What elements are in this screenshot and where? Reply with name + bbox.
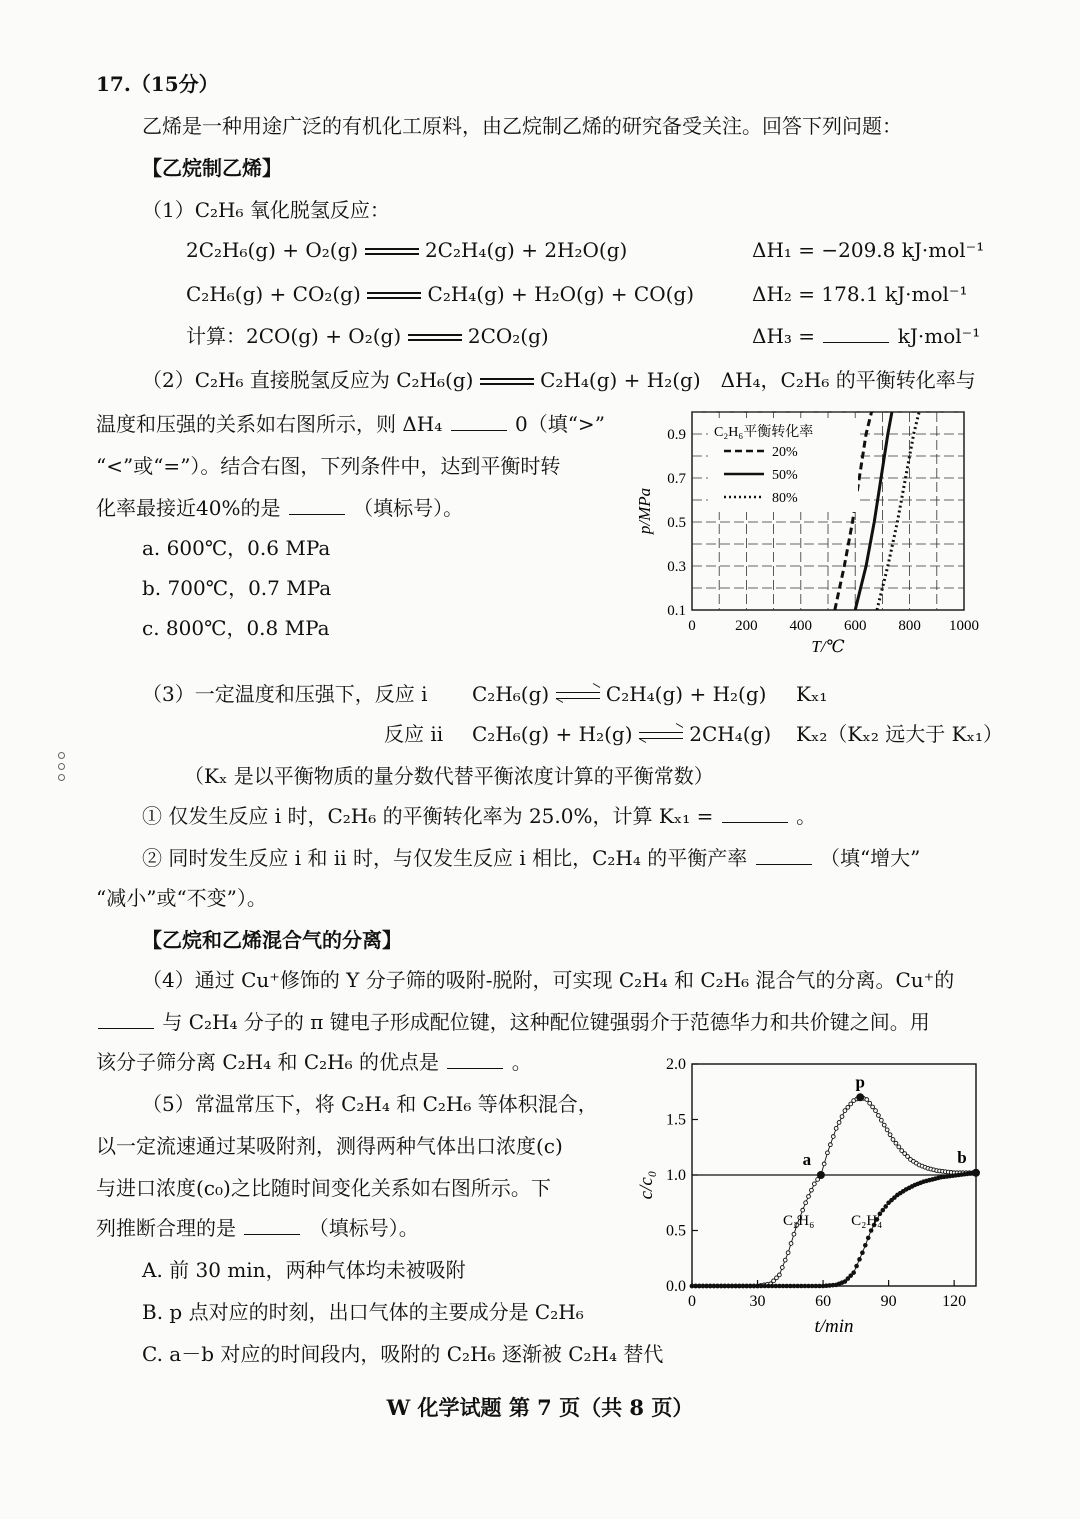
- data-point-c2h6: [871, 1105, 875, 1109]
- data-point-c2h6: [777, 1273, 781, 1277]
- data-point-c2h4: [863, 1243, 868, 1248]
- data-point-c2h6: [786, 1251, 790, 1255]
- data-point-c2h6: [792, 1232, 796, 1236]
- part3-q1-end: 。: [796, 804, 817, 828]
- series-line-0: [692, 1097, 976, 1286]
- part2-line2: [96, 410, 605, 438]
- y-tick-label: 0.1: [667, 603, 686, 619]
- part3-line1: [142, 680, 427, 708]
- page-footer: W 化学试题 第 7 页（共 8 页）: [386, 1395, 694, 1420]
- question-number: 17.（15分）: [96, 72, 219, 96]
- part1-label: （1）C₂H₆ 氧化脱氢反应：: [142, 198, 390, 222]
- annotation-label-b: b: [957, 1147, 967, 1167]
- equal-arrow-icon: [408, 333, 462, 343]
- dh3: [752, 322, 980, 350]
- legend-label: 20%: [772, 445, 798, 460]
- part4-line2-text: 与 C₂H₄ 分子的 π 键电子形成配位键，这种配位键强弱介于范德华力和共价键之间。用: [162, 1010, 930, 1034]
- y-tick-label: 0.5: [667, 515, 686, 531]
- y-axis-label: p/MPa: [635, 487, 654, 535]
- part3-q2-text: ② 同时发生反应 i 和 ii 时，与仅发生反应 i 相比，C₂H₄ 的平衡产率: [142, 846, 748, 870]
- y-tick-label: 0.9: [667, 427, 686, 443]
- equation-3: [186, 322, 549, 350]
- data-point-c2h6: [826, 1151, 830, 1155]
- y-axis-label: c/c₀: [636, 1170, 657, 1200]
- legend-label: 80%: [772, 491, 798, 506]
- equilibrium-arrow-icon: [639, 730, 683, 742]
- series-label-c2h6: C₂H₆: [783, 1212, 815, 1229]
- conversion-chart: [630, 400, 1000, 670]
- advantage-answer-blank[interactable]: [447, 1048, 503, 1069]
- breakthrough-chart: [630, 1048, 1000, 1348]
- part5-line4: [96, 1214, 419, 1242]
- data-point-c2h4: [866, 1236, 871, 1241]
- section1-title: 【乙烷制乙烯】: [142, 156, 282, 180]
- data-point-c2h6: [849, 1102, 853, 1106]
- data-point-c2h6: [897, 1145, 901, 1149]
- x-tick-label: 0: [688, 1293, 696, 1310]
- kx2: Kₓ₂（Kₓ₂ 远大于 Kₓ₁）: [796, 722, 1004, 746]
- annotation-point-b: [972, 1169, 980, 1177]
- annotation-label-a: a: [802, 1150, 812, 1169]
- part4-line3-text: 该分子筛分离 C₂H₄ 和 C₂H₆ 的优点是: [96, 1050, 439, 1074]
- data-point-c2h6: [840, 1115, 844, 1119]
- data-point-c2h4: [860, 1250, 865, 1255]
- reaction-ii: [472, 720, 771, 748]
- x-tick-label: 0: [688, 618, 696, 634]
- equation-3-right: 2CO₂(g): [467, 324, 549, 348]
- option-a: a. 600℃，0.6 MPa: [142, 536, 331, 560]
- data-point-c2h4: [851, 1270, 856, 1275]
- data-point-c2h6: [789, 1242, 793, 1246]
- equation-2-right: C₂H₄(g) + H₂O(g) + CO(g): [427, 282, 695, 306]
- dh4-sign-blank[interactable]: [451, 410, 507, 431]
- reaction-ii-left: C₂H₆(g) + H₂(g): [472, 722, 633, 746]
- equation-2: [186, 280, 694, 308]
- y-tick-label: 0.0: [666, 1278, 686, 1295]
- option-C: C. a－b 对应的时间段内，吸附的 C₂H₆ 逐渐被 C₂H₄ 替代: [142, 1342, 664, 1366]
- annotation-label-p: p: [855, 1072, 865, 1092]
- data-point-c2h6: [882, 1123, 886, 1127]
- part4-line3: [96, 1048, 532, 1076]
- data-point-c2h6: [801, 1208, 805, 1212]
- data-point-c2h6: [885, 1128, 889, 1132]
- data-point-c2h6: [891, 1138, 895, 1142]
- dh3-label: ΔH₃ =: [752, 324, 816, 348]
- reaction-i-right: C₂H₄(g) + H₂(g): [605, 682, 767, 706]
- data-point-c2h6: [828, 1143, 832, 1147]
- question-intro: 乙烯是一种用途广泛的有机化工原料，由乙烷制乙烯的研究备受关注。回答下列问题：: [142, 114, 902, 138]
- option-A: A. 前 30 min，两种气体均未被吸附: [142, 1258, 466, 1282]
- option-b: b. 700℃，0.7 MPa: [142, 576, 332, 600]
- annotation-point-p: [856, 1093, 864, 1101]
- data-point-c2h4: [854, 1264, 859, 1269]
- y-tick-label: 0.5: [666, 1222, 686, 1240]
- data-point-c2h6: [810, 1188, 814, 1192]
- part4-line1: （4）通过 Cu⁺修饰的 Y 分子筛的吸附-脱附，可实现 C₂H₄ 和 C₂H₆ 混合气的分离。Cu⁺的: [142, 968, 955, 992]
- legend-label: 50%: [772, 468, 798, 483]
- equilibrium-arrow-icon: [556, 690, 600, 702]
- reaction-ii-label: 反应 ii: [384, 722, 444, 746]
- data-point-c2h6: [894, 1141, 898, 1145]
- series-line-1: [692, 1173, 976, 1286]
- equal-arrow-icon: [480, 377, 534, 387]
- y-tick-label: 1.5: [666, 1111, 686, 1129]
- cu-orbital-blank[interactable]: [98, 1008, 154, 1029]
- data-point-c2h6: [812, 1182, 816, 1186]
- data-point-c2h6: [822, 1162, 826, 1166]
- dh1: ΔH₁ = −209.8 kJ·mol⁻¹: [752, 238, 985, 262]
- equal-arrow-icon: [367, 291, 421, 301]
- part2-line4a: 化率最接近40%的是: [96, 496, 281, 520]
- data-point-c2h6: [807, 1195, 811, 1199]
- part3-q2-cont: “减小”或“不变”）。: [96, 886, 267, 910]
- part3-q2: [142, 844, 920, 872]
- part2-line2b: 0（填“>”: [514, 412, 605, 436]
- annotation-point-a: [817, 1171, 825, 1179]
- series-line-50pct: [855, 412, 892, 610]
- data-point-c2h6: [831, 1135, 835, 1139]
- data-point-c2h6: [843, 1109, 847, 1113]
- data-point-c2h6: [783, 1258, 787, 1262]
- part4-line3-end: 。: [511, 1050, 532, 1074]
- x-tick-label: 200: [735, 618, 758, 634]
- dh3-answer-blank[interactable]: [823, 322, 889, 343]
- equation-1-right: 2C₂H₄(g) + 2H₂O(g): [424, 238, 628, 262]
- x-tick-label: 90: [880, 1293, 897, 1310]
- data-point-c2h6: [879, 1118, 883, 1122]
- part5-line4a: 列推断合理的是: [96, 1216, 236, 1240]
- dh2: ΔH₂ = 178.1 kJ·mol⁻¹: [752, 282, 968, 306]
- part2-line1b: C₂H₄(g) + H₂(g) ΔH₄，C₂H₆ 的平衡转化率与: [540, 368, 976, 392]
- y-tick-label: 1.0: [666, 1167, 686, 1184]
- series-line-80pct: [877, 412, 919, 610]
- x-tick-label: 800: [898, 618, 921, 634]
- option-B: B. p 点对应的时刻，出口气体的主要成分是 C₂H₆: [142, 1300, 584, 1324]
- data-point-c2h6: [865, 1098, 869, 1102]
- x-axis-label: t/min: [814, 1316, 854, 1337]
- equation-3-left: 计算：2CO(g) + O₂(g): [186, 324, 402, 348]
- part5-line4b: （填标号）。: [308, 1216, 419, 1240]
- x-tick-label: 1000: [949, 618, 979, 634]
- data-point-c2h6: [846, 1105, 850, 1109]
- part3-q1: [142, 802, 816, 830]
- x-tick-label: 60: [815, 1293, 832, 1310]
- part3-q2-hint: （填“增大”: [819, 846, 921, 870]
- x-tick-label: 30: [749, 1293, 766, 1310]
- data-point-c2h6: [874, 1109, 878, 1113]
- x-tick-label: 400: [789, 618, 813, 634]
- data-point-c2h6: [837, 1121, 841, 1125]
- equation-2-left: C₂H₆(g) + CO₂(g): [186, 282, 361, 306]
- reaction-ii-right: 2CH₄(g): [689, 722, 772, 746]
- data-point-c2h6: [780, 1266, 784, 1270]
- x-tick-label: 600: [843, 618, 867, 634]
- dh3-unit: kJ·mol⁻¹: [897, 324, 981, 348]
- kx-note: （Kₓ 是以平衡物质的量分数代替平衡浓度计算的平衡常数）: [184, 764, 714, 788]
- data-point-c2h4: [857, 1257, 862, 1262]
- part5-line1: （5）常温常压下，将 C₂H₄ 和 C₂H₆ 等体积混合，: [142, 1092, 598, 1116]
- y-tick-label: 2.0: [666, 1056, 686, 1073]
- part2-line4: [96, 494, 463, 522]
- equation-1: [186, 236, 627, 264]
- x-axis-label: T/℃: [811, 637, 845, 656]
- part4-line2: [96, 1008, 930, 1036]
- y-tick-label: 0.3: [667, 559, 686, 575]
- y-tick-label: 0.7: [667, 471, 686, 487]
- part3-line1-label: （3）一定温度和压强下，反应 i: [142, 682, 428, 706]
- part3-q1-text: ① 仅发生反应 i 时，C₂H₆ 的平衡转化率为 25.0%，计算 Kₓ₁ =: [142, 804, 714, 828]
- data-point-c2h6: [877, 1114, 881, 1118]
- data-point-c2h4: [880, 1208, 885, 1213]
- kx1: Kₓ₁: [796, 682, 828, 706]
- part2-line1a: （2）C₂H₆ 直接脱氢反应为 C₂H₆(g): [142, 368, 474, 392]
- kx1-answer-blank[interactable]: [722, 802, 788, 823]
- part5-line3: 与进口浓度(c₀)之比随时间变化关系如右图所示。下: [96, 1176, 551, 1200]
- reaction-i-left: C₂H₆(g): [472, 682, 550, 706]
- part2-line2a: 温度和压强的关系如右图所示，则 ΔH₄: [96, 412, 443, 436]
- part2-answer-blank[interactable]: [289, 494, 345, 515]
- series-label-c2h4: C₂H₄: [851, 1212, 883, 1229]
- option-c: c. 800℃，0.8 MPa: [142, 616, 330, 640]
- data-point-c2h6: [834, 1126, 838, 1130]
- data-point-c2h4: [883, 1204, 888, 1209]
- equation-1-left: 2C₂H₆(g) + O₂(g): [186, 238, 359, 262]
- margin-dots: [58, 752, 66, 785]
- part2-line4b: （填标号）。: [353, 496, 464, 520]
- legend-title: C₂H₆平衡转化率: [714, 425, 814, 440]
- part2-line1: [142, 366, 976, 394]
- equal-arrow-icon: [365, 247, 419, 257]
- data-point-c2h6: [888, 1133, 892, 1137]
- data-point-c2h6: [804, 1201, 808, 1205]
- data-point-c2h6: [868, 1101, 872, 1105]
- yield-answer-blank[interactable]: [756, 844, 812, 865]
- part5-answer-blank[interactable]: [244, 1214, 300, 1235]
- reaction-i: [472, 680, 766, 708]
- part2-line3: “<”或“=”）。结合右图，下列条件中，达到平衡时转: [96, 454, 561, 478]
- part5-line2: 以一定流速通过某吸附剂，测得两种气体出口浓度(c): [96, 1134, 563, 1158]
- x-tick-label: 120: [942, 1293, 967, 1310]
- section2-title: 【乙烷和乙烯混合气的分离】: [142, 928, 402, 952]
